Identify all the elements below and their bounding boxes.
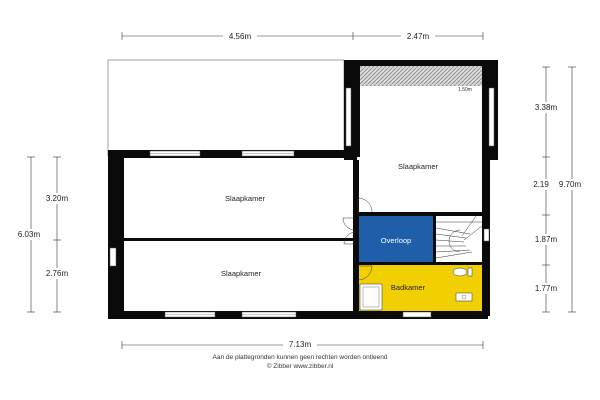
- dim-top-right: 2.47m: [406, 32, 430, 41]
- dim-right-total: 9.70m: [558, 180, 582, 189]
- dim-left-total: 6.03m: [17, 230, 41, 239]
- dim-right-bottom: 1.77m: [534, 284, 558, 293]
- room-label-slaapkamer-right: Slaapkamer: [397, 162, 439, 171]
- dim-right-lower: 1.87m: [534, 235, 558, 244]
- dim-top-left: 4.56m: [228, 32, 252, 41]
- room-label-slaapkamer-upper: Slaapkamer: [224, 194, 266, 203]
- room-label-overloop: Overloop: [380, 236, 412, 245]
- staircase: [436, 216, 482, 262]
- open-area-outline: [108, 60, 344, 156]
- dormer-roof-hatch: [360, 66, 482, 86]
- dim-right-upper: 3.38m: [534, 103, 558, 112]
- dim-right-middle: 2.19: [533, 180, 549, 189]
- dim-left-upper: 3.20m: [45, 194, 69, 203]
- disclaimer-line-1: Aan de plattegronden kunnen geen rechten worden ontleend: [212, 354, 388, 361]
- dim-left-lower: 2.76m: [45, 269, 69, 278]
- disclaimer-line-2: © Zibber www.zibber.nl: [266, 363, 334, 370]
- room-label-slaapkamer-lower: Slaapkamer: [220, 269, 262, 278]
- dim-bottom: 7.13m: [288, 340, 312, 349]
- dormer-label: 1.50m: [458, 87, 472, 93]
- room-label-badkamer: Badkamer: [390, 283, 426, 292]
